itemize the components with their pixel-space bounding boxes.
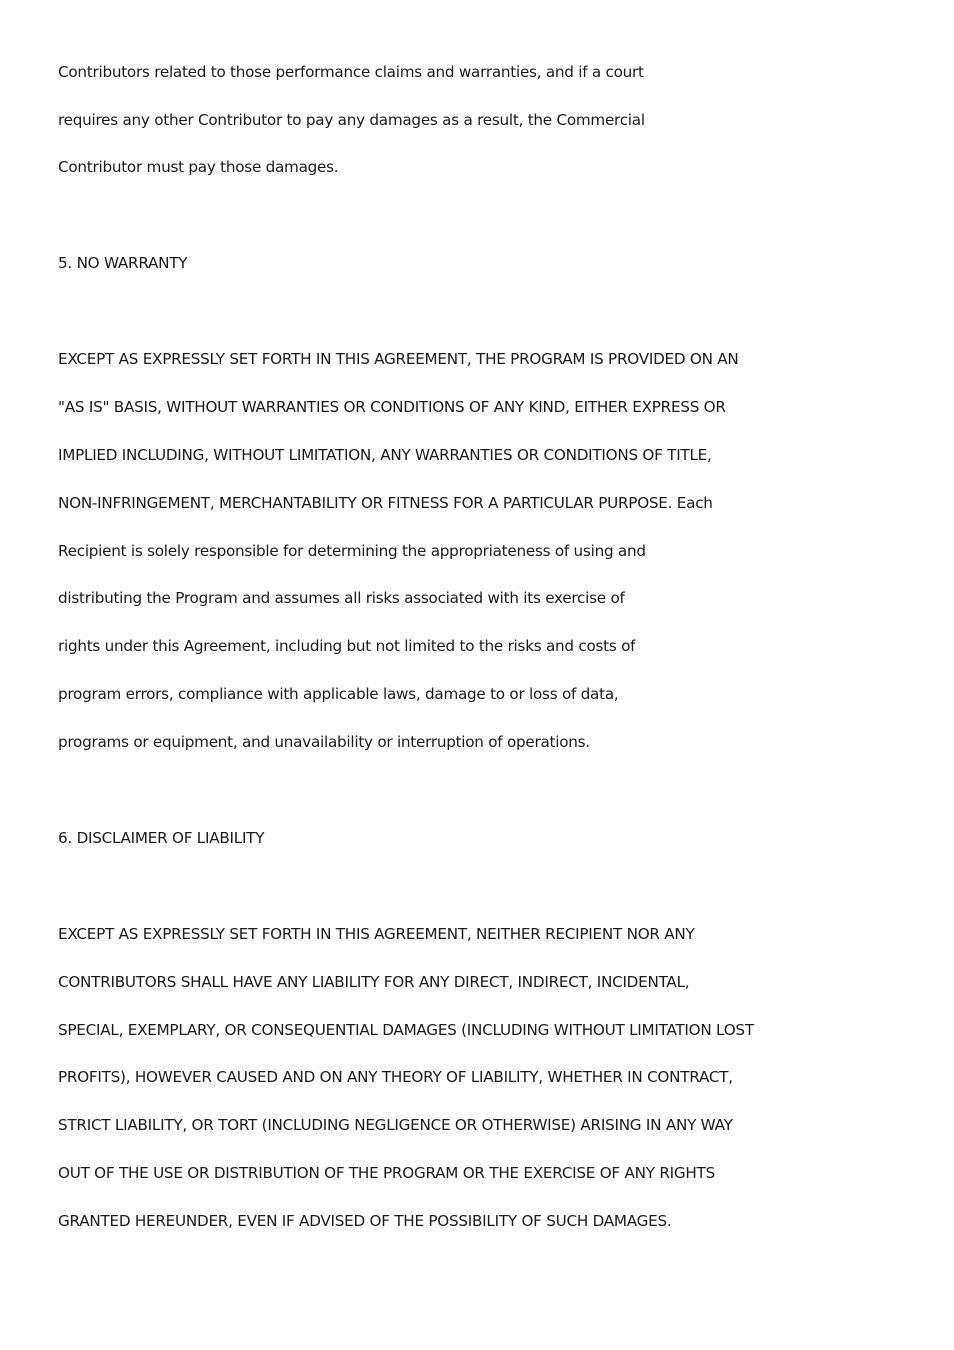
paragraph-line: "AS IS" BASIS, WITHOUT WARRANTIES OR CONDITIONS OF ANY KIND, EITHER EXPRESS OR — [58, 398, 726, 416]
intro-line: requires any other Contributor to pay any damages as a result, the Commercial — [58, 111, 645, 129]
paragraph-line: EXCEPT AS EXPRESSLY SET FORTH IN THIS AGREEMENT, NEITHER RECIPIENT NOR ANY — [58, 925, 695, 943]
paragraph-line: CONTRIBUTORS SHALL HAVE ANY LIABILITY FOR ANY DIRECT, INDIRECT, INCIDENTAL, — [58, 973, 690, 991]
paragraph-line: NON-INFRINGEMENT, MERCHANTABILITY OR FITNESS FOR A PARTICULAR PURPOSE. Each — [58, 494, 713, 512]
paragraph-line: IMPLIED INCLUDING, WITHOUT LIMITATION, ANY WARRANTIES OR CONDITIONS OF TITLE, — [58, 446, 712, 464]
intro-line: Contributors related to those performance claims and warranties, and if a court — [58, 63, 644, 81]
intro-line: Contributor must pay those damages. — [58, 158, 339, 176]
paragraph-line: programs or equipment, and unavailability or interruption of operations. — [58, 733, 590, 751]
paragraph-line: SPECIAL, EXEMPLARY, OR CONSEQUENTIAL DAMAGES (INCLUDING WITHOUT LIMITATION LOST — [58, 1021, 754, 1039]
section-heading-no-warranty: 5. NO WARRANTY — [58, 254, 188, 272]
paragraph-line: Recipient is solely responsible for determining the appropriateness of using and — [58, 542, 646, 560]
paragraph-line: STRICT LIABILITY, OR TORT (INCLUDING NEGLIGENCE OR OTHERWISE) ARISING IN ANY WAY — [58, 1116, 733, 1134]
paragraph-line: GRANTED HEREUNDER, EVEN IF ADVISED OF THE POSSIBILITY OF SUCH DAMAGES. — [58, 1212, 672, 1230]
paragraph-line: program errors, compliance with applicable laws, damage to or loss of data, — [58, 685, 619, 703]
paragraph-line: rights under this Agreement, including but not limited to the risks and costs of — [58, 637, 636, 655]
paragraph-line: OUT OF THE USE OR DISTRIBUTION OF THE PROGRAM OR THE EXERCISE OF ANY RIGHTS — [58, 1164, 715, 1182]
paragraph-line: distributing the Program and assumes all risks associated with its exercise of — [58, 589, 625, 607]
paragraph-line: EXCEPT AS EXPRESSLY SET FORTH IN THIS AGREEMENT, THE PROGRAM IS PROVIDED ON AN — [58, 350, 739, 368]
section-heading-disclaimer: 6. DISCLAIMER OF LIABILITY — [58, 829, 265, 847]
paragraph-line: PROFITS), HOWEVER CAUSED AND ON ANY THEORY OF LIABILITY, WHETHER IN CONTRACT, — [58, 1068, 733, 1086]
